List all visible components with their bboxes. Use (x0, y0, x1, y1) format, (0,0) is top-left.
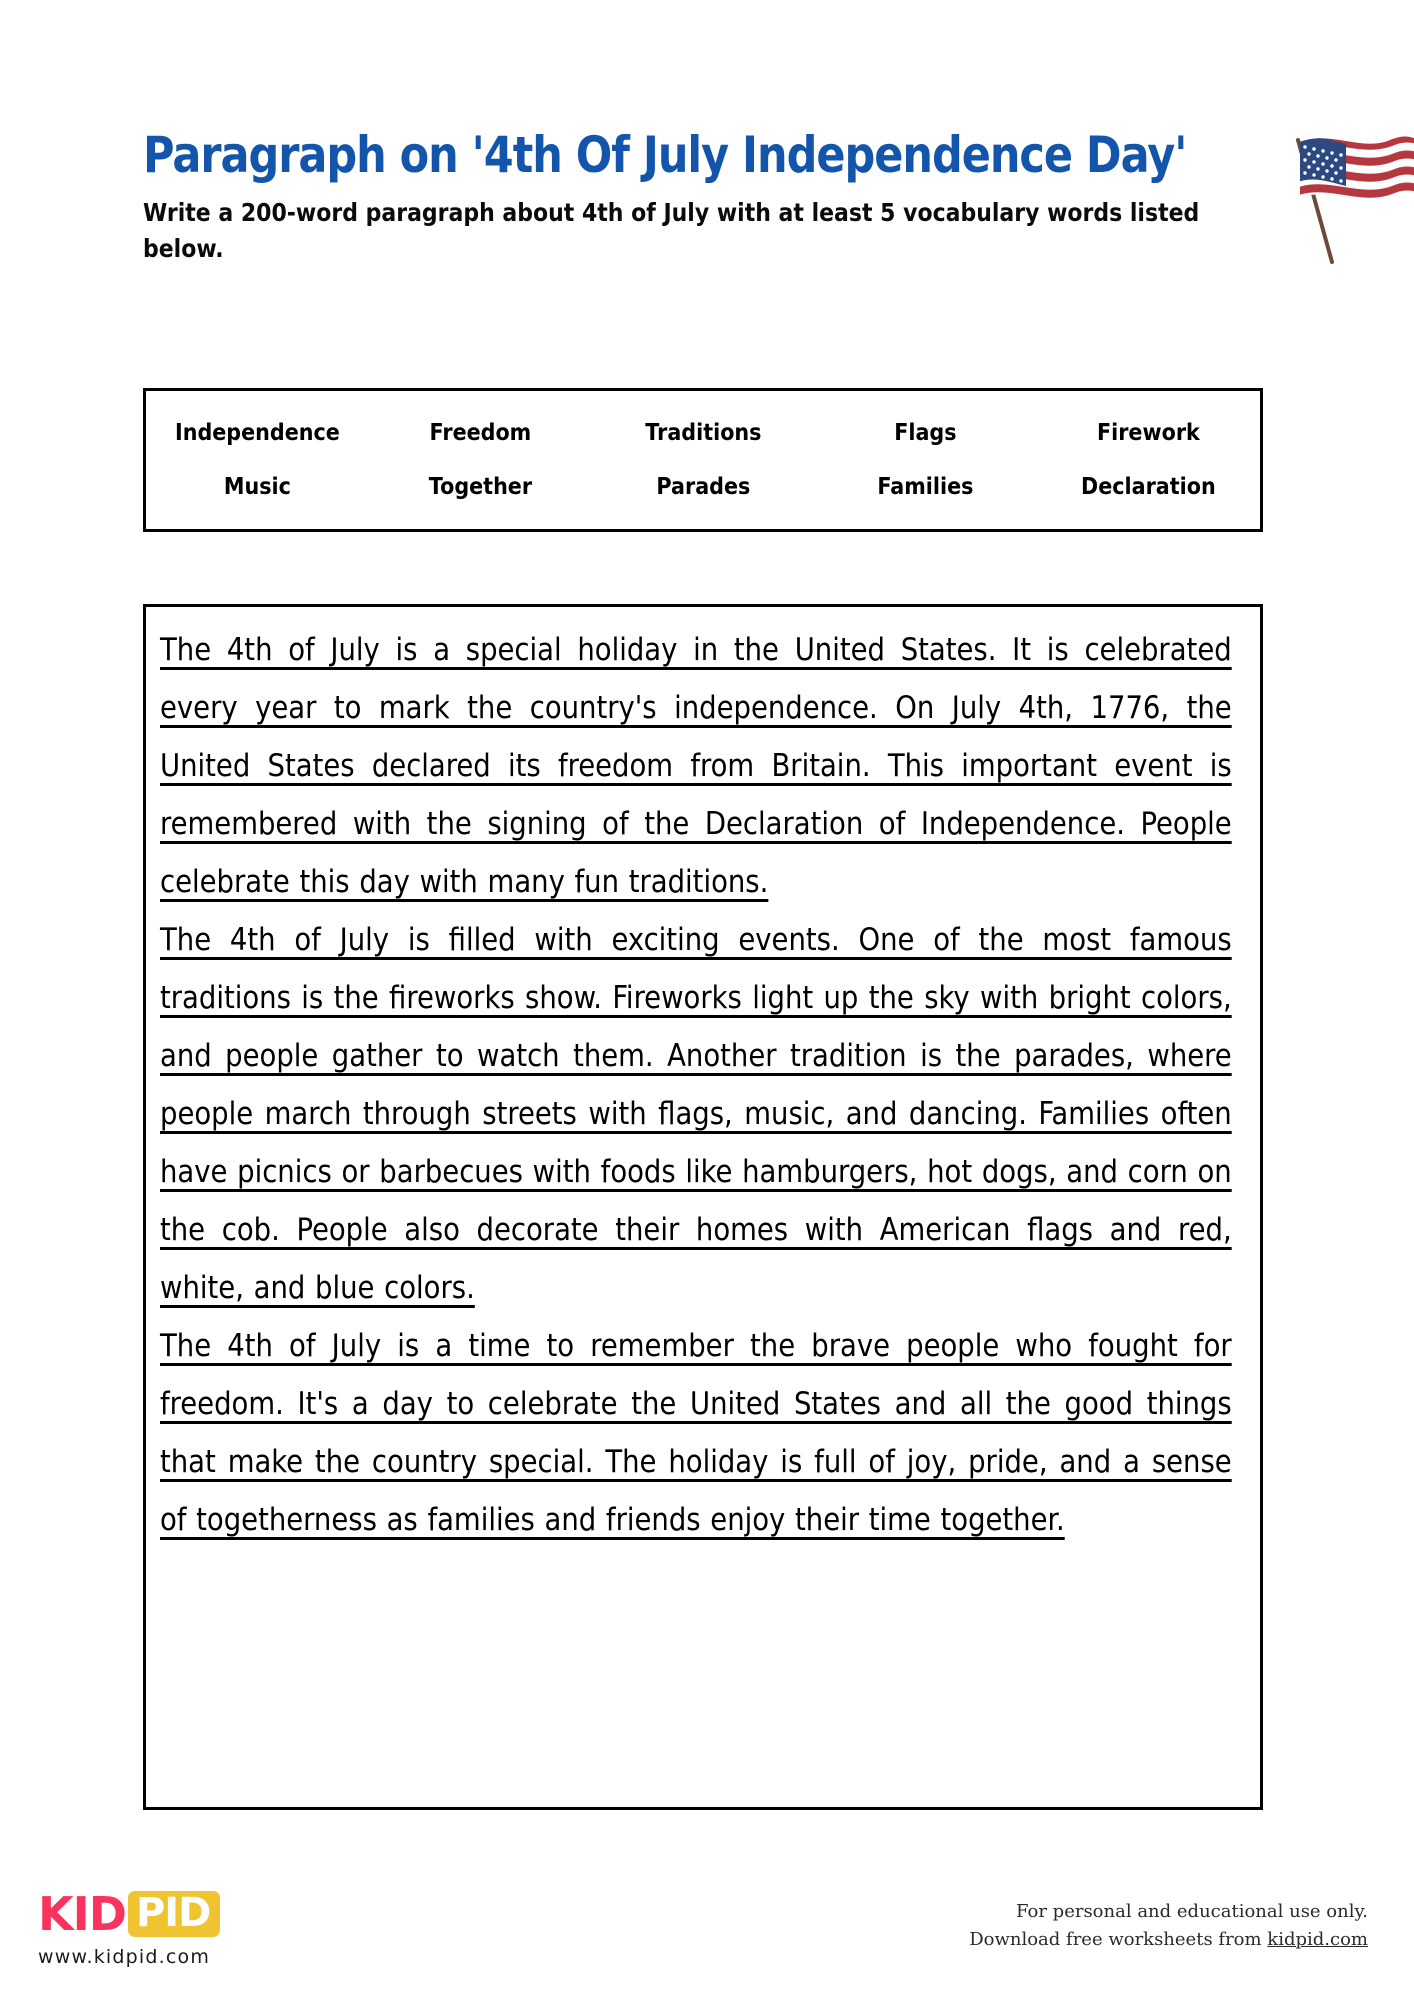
vocabulary-word: Flags (894, 420, 957, 446)
response-paragraph: The 4th of July is a time to remember the brave people who fought for freedom. It's a day to celebrate the United States and all the good things that make the country special. The holiday is full of joy, pride, and a sense of togetherness as families and friends enjoy their time together. (160, 1328, 1232, 1538)
vocabulary-word: Declaration (1081, 474, 1216, 500)
vocabulary-word: Firework (1097, 420, 1200, 446)
vocabulary-box (143, 388, 1263, 532)
vocabulary-word: Independence (174, 420, 340, 446)
vocabulary-word: Freedom (429, 420, 532, 446)
vocabulary-word: Music (223, 474, 291, 500)
logo-wordmark (38, 1888, 338, 1940)
response-paragraph: The 4th of July is a special holiday in the United States. It is celebrated every year to mark the country's independence. On July 4th, 1776, the United States declared its freedom from Britain. This important event is remembered with the signing of the Declaration of Independence. People celebrate this day with many fun traditions. (160, 632, 1232, 900)
logo-kid-text: KID (38, 1887, 126, 1941)
response-paragraph: The 4th of July is filled with exciting events. One of the most famous traditions is the fireworks show. Fireworks light up the sky with bright colors, and people gather to watch them. Another tradition is the parades, where people march through streets with flags, music, and dancing. Families often have picnics or barbecues with foods like hamburgers, hot dogs, and corn on the cob. People also decorate their homes with American flags and red, white, and blue colors. (160, 922, 1232, 1306)
writing-area[interactable] (143, 604, 1263, 1810)
footer-website-link[interactable]: kidpid.com (1267, 1928, 1368, 1950)
vocabulary-word: Together (428, 474, 532, 500)
logo-pid-badge (128, 1891, 220, 1937)
worksheet-header (143, 126, 1273, 266)
kidpid-logo[interactable] (38, 1888, 338, 1968)
vocabulary-word: Families (877, 474, 974, 500)
instructions-text: Write a 200-word paragraph about 4th of July with at least 5 vocabulary words listed below. (143, 198, 1200, 263)
usa-flag-icon (1270, 126, 1414, 266)
vocabulary-row (146, 474, 1260, 500)
logo-pid-text: PID (135, 1890, 211, 1936)
footer-download-prefix: Download free worksheets from (969, 1928, 1268, 1950)
vocabulary-word: Parades (656, 474, 750, 500)
footer-usage-line: For personal and educational use only. (1016, 1901, 1368, 1922)
logo-website-url: www.kidpid.com (38, 1946, 211, 1968)
footer-download-line (969, 1926, 1368, 1954)
footer-notice (969, 1898, 1368, 1954)
vocabulary-word: Traditions (644, 420, 762, 446)
page-title: Paragraph on '4th Of July Independence Day' (143, 126, 1187, 184)
vocabulary-row (146, 420, 1260, 446)
